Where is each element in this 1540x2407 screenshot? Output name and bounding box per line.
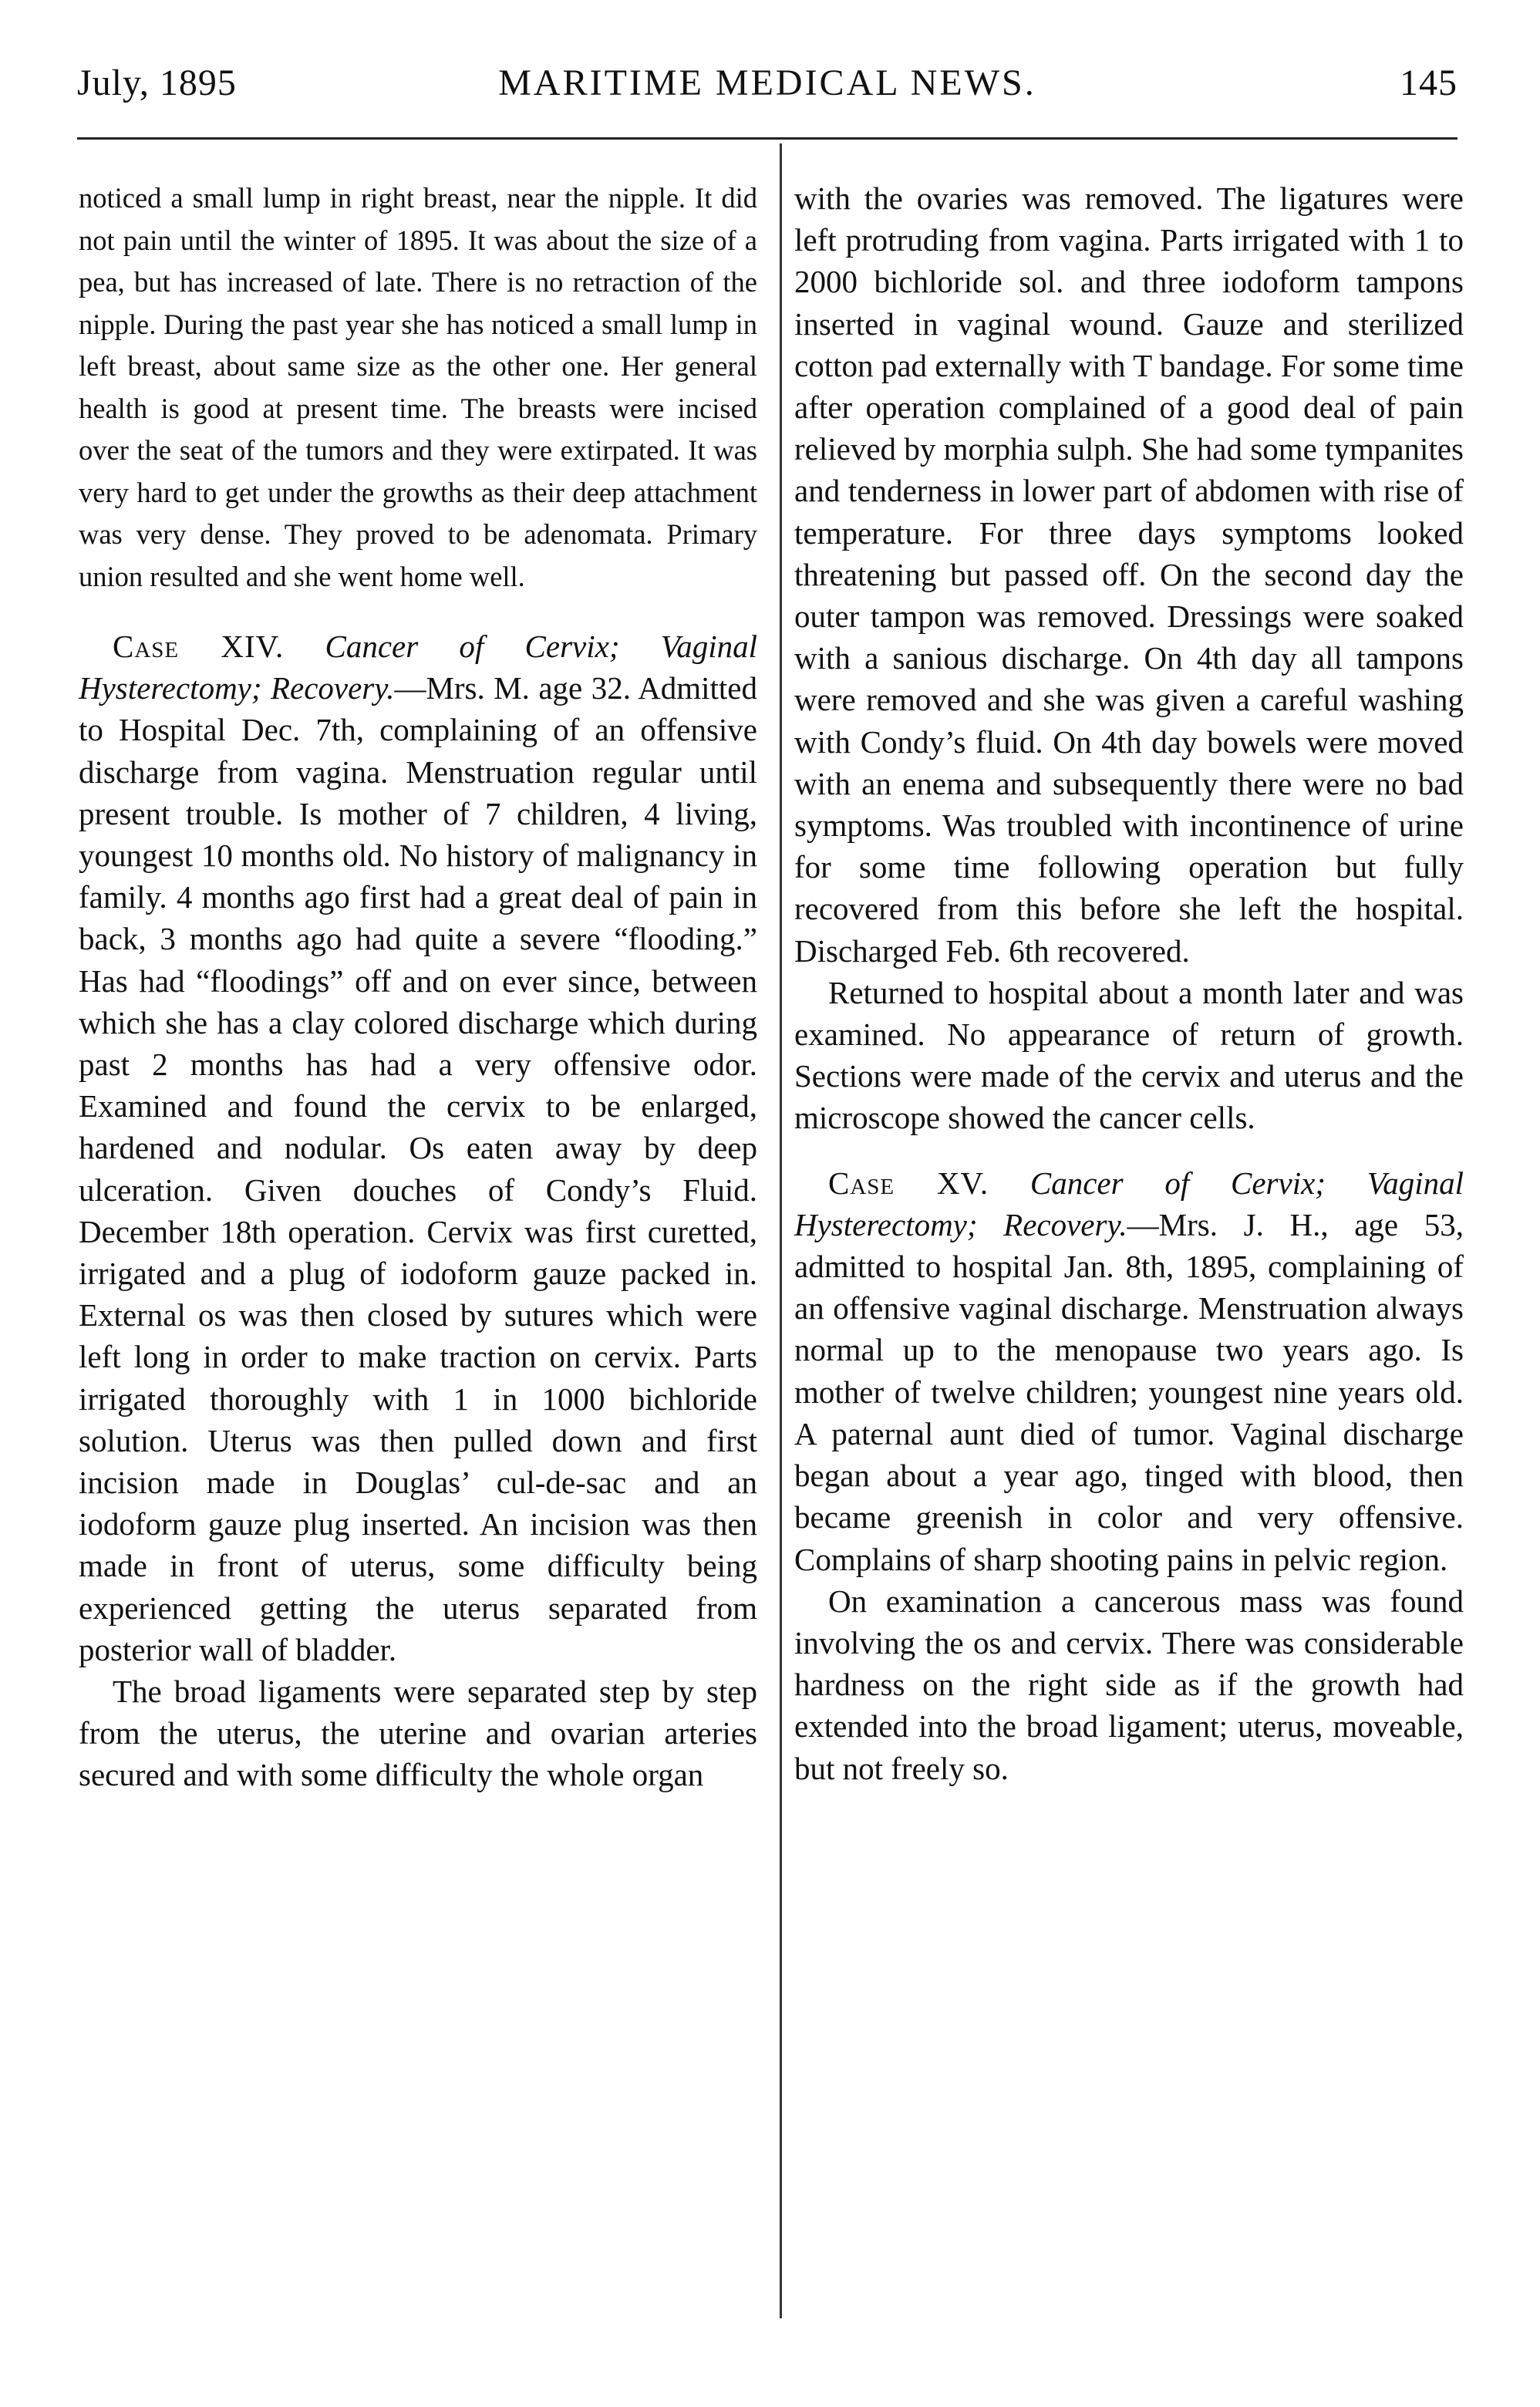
case-xiv-body: —Mrs. M. age 32. Admitted to Hospital Dec. 7th, complaining of an offensive discharge from vagina. Menstruation regular until present trouble. Is mother of 7 children, 4 living, youngest 10 months old. No history of malignancy in family. 4 months ago first had a great deal of pain in back, 3 months ago had quite a severe “flooding.” Has had “floodings” off and on ever since, between which she has a clay colored discharge which during past 2 months has had a very offensive odor. Examined and found the cervix to be enlarged, hardened and nodular. Os eaten away by deep ulceration. Given douches of Condy’s Fluid. December 18th operation. Cervix was first curetted, irrigated and a plug of iodoform gauze packed in. External os was then closed by sutures which were left long in order to make traction on cervix. Parts irrigated thoroughly with 1 in 1000 bichloride solution. Uterus was then pulled down and first incision made in Douglas’ cul-de-sac and an iodoform gauze plug inserted. An incision was then made in front of uterus, some difficulty being experienced getting the uterus separated from posterior wall of bladder. xyxy=(79,670,757,1667)
paragraph-returned-to-hospital: Returned to hospital about a month later and was examined. No appearance of return of growth. Sections were made of the cervix and uterus and the microscope showed the cancer cells. xyxy=(794,974,1464,1136)
case-xv-body: —Mrs. J. H., age 53, admitted to hospital Jan. 8th, 1895, complaining of an offensive vaginal discharge. Menstruation always normal up to the menopause two years ago. Is mother of twelve children; youngest nine years old. A paternal aunt died of tumor. Vaginal discharge began about a year ago, tinged with blood, then became greenish in color and very offensive. Complains of sharp shooting pains in pelvic region. xyxy=(794,1206,1464,1577)
paragraph-on-examination: On examination a cancerous mass was found involving the os and cervix. There was considerable hardness on the right side as if the growth had extended into the broad ligament; uterus, moveable, but not freely so. xyxy=(794,1583,1464,1786)
case-xv-paragraph xyxy=(794,1162,1464,1580)
case-xv-title: Cancer of Cervix; Vaginal Hysterectomy; Recovery. xyxy=(794,1165,1464,1242)
header-rule xyxy=(77,137,1457,140)
case-xv-label: Case XV. xyxy=(828,1165,989,1201)
right-column xyxy=(794,177,1464,1789)
page-number: 145 xyxy=(1400,62,1457,103)
left-column xyxy=(79,177,757,1796)
paragraph-breast-lump: noticed a small lump in right breast, near the nipple. It did not pain until the winter of 1895. It was about the size of a pea, but has increased of late. There is no retraction of the nipple. During the past year she has noticed a small lump in left breast, about same size as the other one. Her general health is good at present time. The breasts were incised over the seat of the tumors and they were extirpated. It was very hard to get under the growths as their deep attachment was very dense. They proved to be adenomata. Primary union resulted and she went home well. xyxy=(79,182,757,592)
case-xiv-title: Cancer of Cervix; Vaginal Hysterectomy; Recovery. xyxy=(79,629,758,706)
header-date: July, 1895 xyxy=(77,62,237,103)
paragraph-ovaries-removed: with the ovaries was removed. The ligatures were left protruding from vagina. Parts irrigated with 1 to 2000 bichloride sol. and three iodoform tampons inserted in vaginal wound. Gauze and sterilized cotton pad externally with T bandage. For some time after operation complained of a good deal of pain relieved by morphia sulph. She had some tympanites and tenderness in lower part of abdomen with rise of temperature. For three days symptoms looked threatening but passed off. On the second day the outer tampon was removed. Dressings were soaked with a sanious discharge. On 4th day all tampons were removed and she was given a careful washing with Condy’s fluid. On 4th day bowels were moved with an enema and subsequently there were no bad symptoms. Was troubled with incontinence of urine for some time following operation but fully recovered from this before she left the hospital. Discharged Feb. 6th recovered. xyxy=(794,180,1464,969)
column-divider xyxy=(780,143,782,2318)
running-head xyxy=(77,62,1457,116)
case-xiv-paragraph xyxy=(79,625,757,1670)
journal-title: MARITIME MEDICAL NEWS. xyxy=(498,62,1036,103)
case-xiv-label: Case XIV. xyxy=(113,629,285,664)
paragraph-broad-ligaments: The broad ligaments were separated step by step from the uterus, the uterine and ovarian arteries secured and with some difficulty the whole organ xyxy=(79,1674,757,1793)
